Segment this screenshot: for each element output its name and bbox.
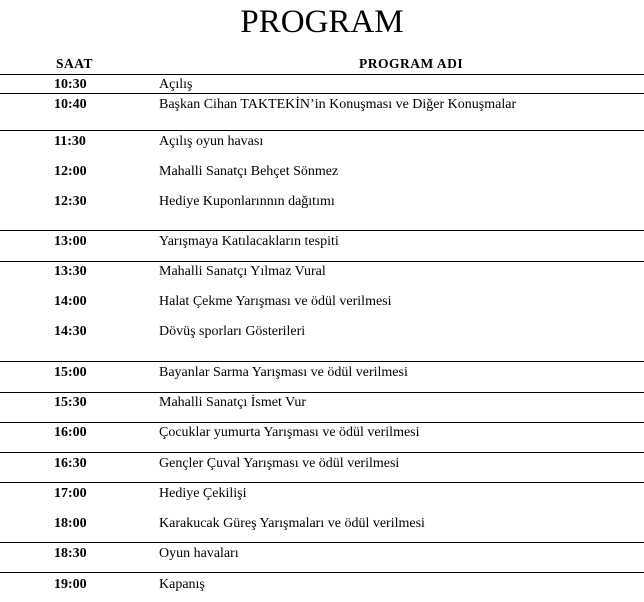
- row-divider: [0, 230, 644, 231]
- row-program-name: Bayanlar Sarma Yarışması ve ödül verilmesi: [159, 365, 408, 380]
- row-program-name: Halat Çekme Yarışması ve ödül verilmesi: [159, 294, 392, 309]
- table-row: [0, 424, 644, 442]
- row-divider: [0, 482, 644, 483]
- row-program-name: Gençler Çuval Yarışması ve ödül verilmesi: [159, 456, 400, 471]
- row-program-name: Kapanış: [159, 577, 205, 592]
- header-rule: [0, 74, 644, 75]
- row-divider: [0, 542, 644, 543]
- row-program-name: Çocuklar yumurta Yarışması ve ödül verilmesi: [159, 425, 420, 440]
- row-program-name: Mahalli Sanatçı Yılmaz Vural: [159, 264, 326, 279]
- header-program-name: PROGRAM ADI: [359, 56, 464, 71]
- table-row: [0, 133, 644, 151]
- row-time: 15:30: [54, 395, 87, 410]
- table-row: [0, 293, 644, 311]
- table-row: [0, 263, 644, 281]
- table-row: [0, 455, 644, 473]
- row-program-name: Yarışmaya Katılacakların tespiti: [159, 234, 339, 249]
- row-time: 11:30: [54, 134, 86, 149]
- row-program-name: Hediye Çekilişi: [159, 486, 247, 501]
- table-row: [0, 163, 644, 181]
- row-program-name: Karakucak Güreş Yarışmaları ve ödül verilmesi: [159, 516, 425, 531]
- table-row: [0, 233, 644, 251]
- row-program-name: Oyun havaları: [159, 546, 239, 561]
- row-time: 12:30: [54, 194, 87, 209]
- page-title: PROGRAM: [240, 4, 404, 40]
- table-row: [0, 394, 644, 412]
- table-row: [0, 576, 644, 594]
- table-row: [0, 515, 644, 533]
- row-time: 19:00: [54, 577, 87, 592]
- row-time: 14:30: [54, 324, 87, 339]
- table-row: [0, 364, 644, 382]
- row-time: 16:30: [54, 456, 87, 471]
- row-divider: [0, 130, 644, 131]
- table-row: [0, 545, 644, 563]
- row-time: 17:00: [54, 486, 87, 501]
- row-time: 12:00: [54, 164, 87, 179]
- table-row: [0, 96, 644, 114]
- row-time: 10:30: [54, 77, 87, 92]
- table-row: [0, 76, 644, 94]
- row-time: 13:30: [54, 264, 87, 279]
- row-time: 16:00: [54, 425, 87, 440]
- row-time: 15:00: [54, 365, 87, 380]
- row-time: 14:00: [54, 294, 87, 309]
- header-time: SAAT: [56, 56, 94, 71]
- row-time: 18:00: [54, 516, 87, 531]
- row-program-name: Mahalli Sanatçı İsmet Vur: [159, 395, 307, 410]
- row-time: 18:30: [54, 546, 87, 561]
- row-divider: [0, 422, 644, 423]
- row-time: 13:00: [54, 234, 87, 249]
- row-program-name: Başkan Cihan TAKTEKİN’in Konuşması ve Diğer Konuşmalar: [159, 97, 517, 112]
- table-row: [0, 485, 644, 503]
- table-row: [0, 193, 644, 211]
- table-row: [0, 323, 644, 341]
- row-divider: [0, 452, 644, 453]
- row-divider: [0, 261, 644, 262]
- row-divider: [0, 572, 644, 573]
- row-time: 10:40: [54, 97, 87, 112]
- row-divider: [0, 361, 644, 362]
- row-program-name: Dövüş sporları Gösterileri: [159, 324, 306, 339]
- row-program-name: Açılış: [159, 77, 193, 92]
- row-program-name: Mahalli Sanatçı Behçet Sönmez: [159, 164, 339, 179]
- row-program-name: Açılış oyun havası: [159, 134, 264, 149]
- row-program-name: Hediye Kuponlarınnın dağıtımı: [159, 194, 335, 209]
- row-divider: [0, 392, 644, 393]
